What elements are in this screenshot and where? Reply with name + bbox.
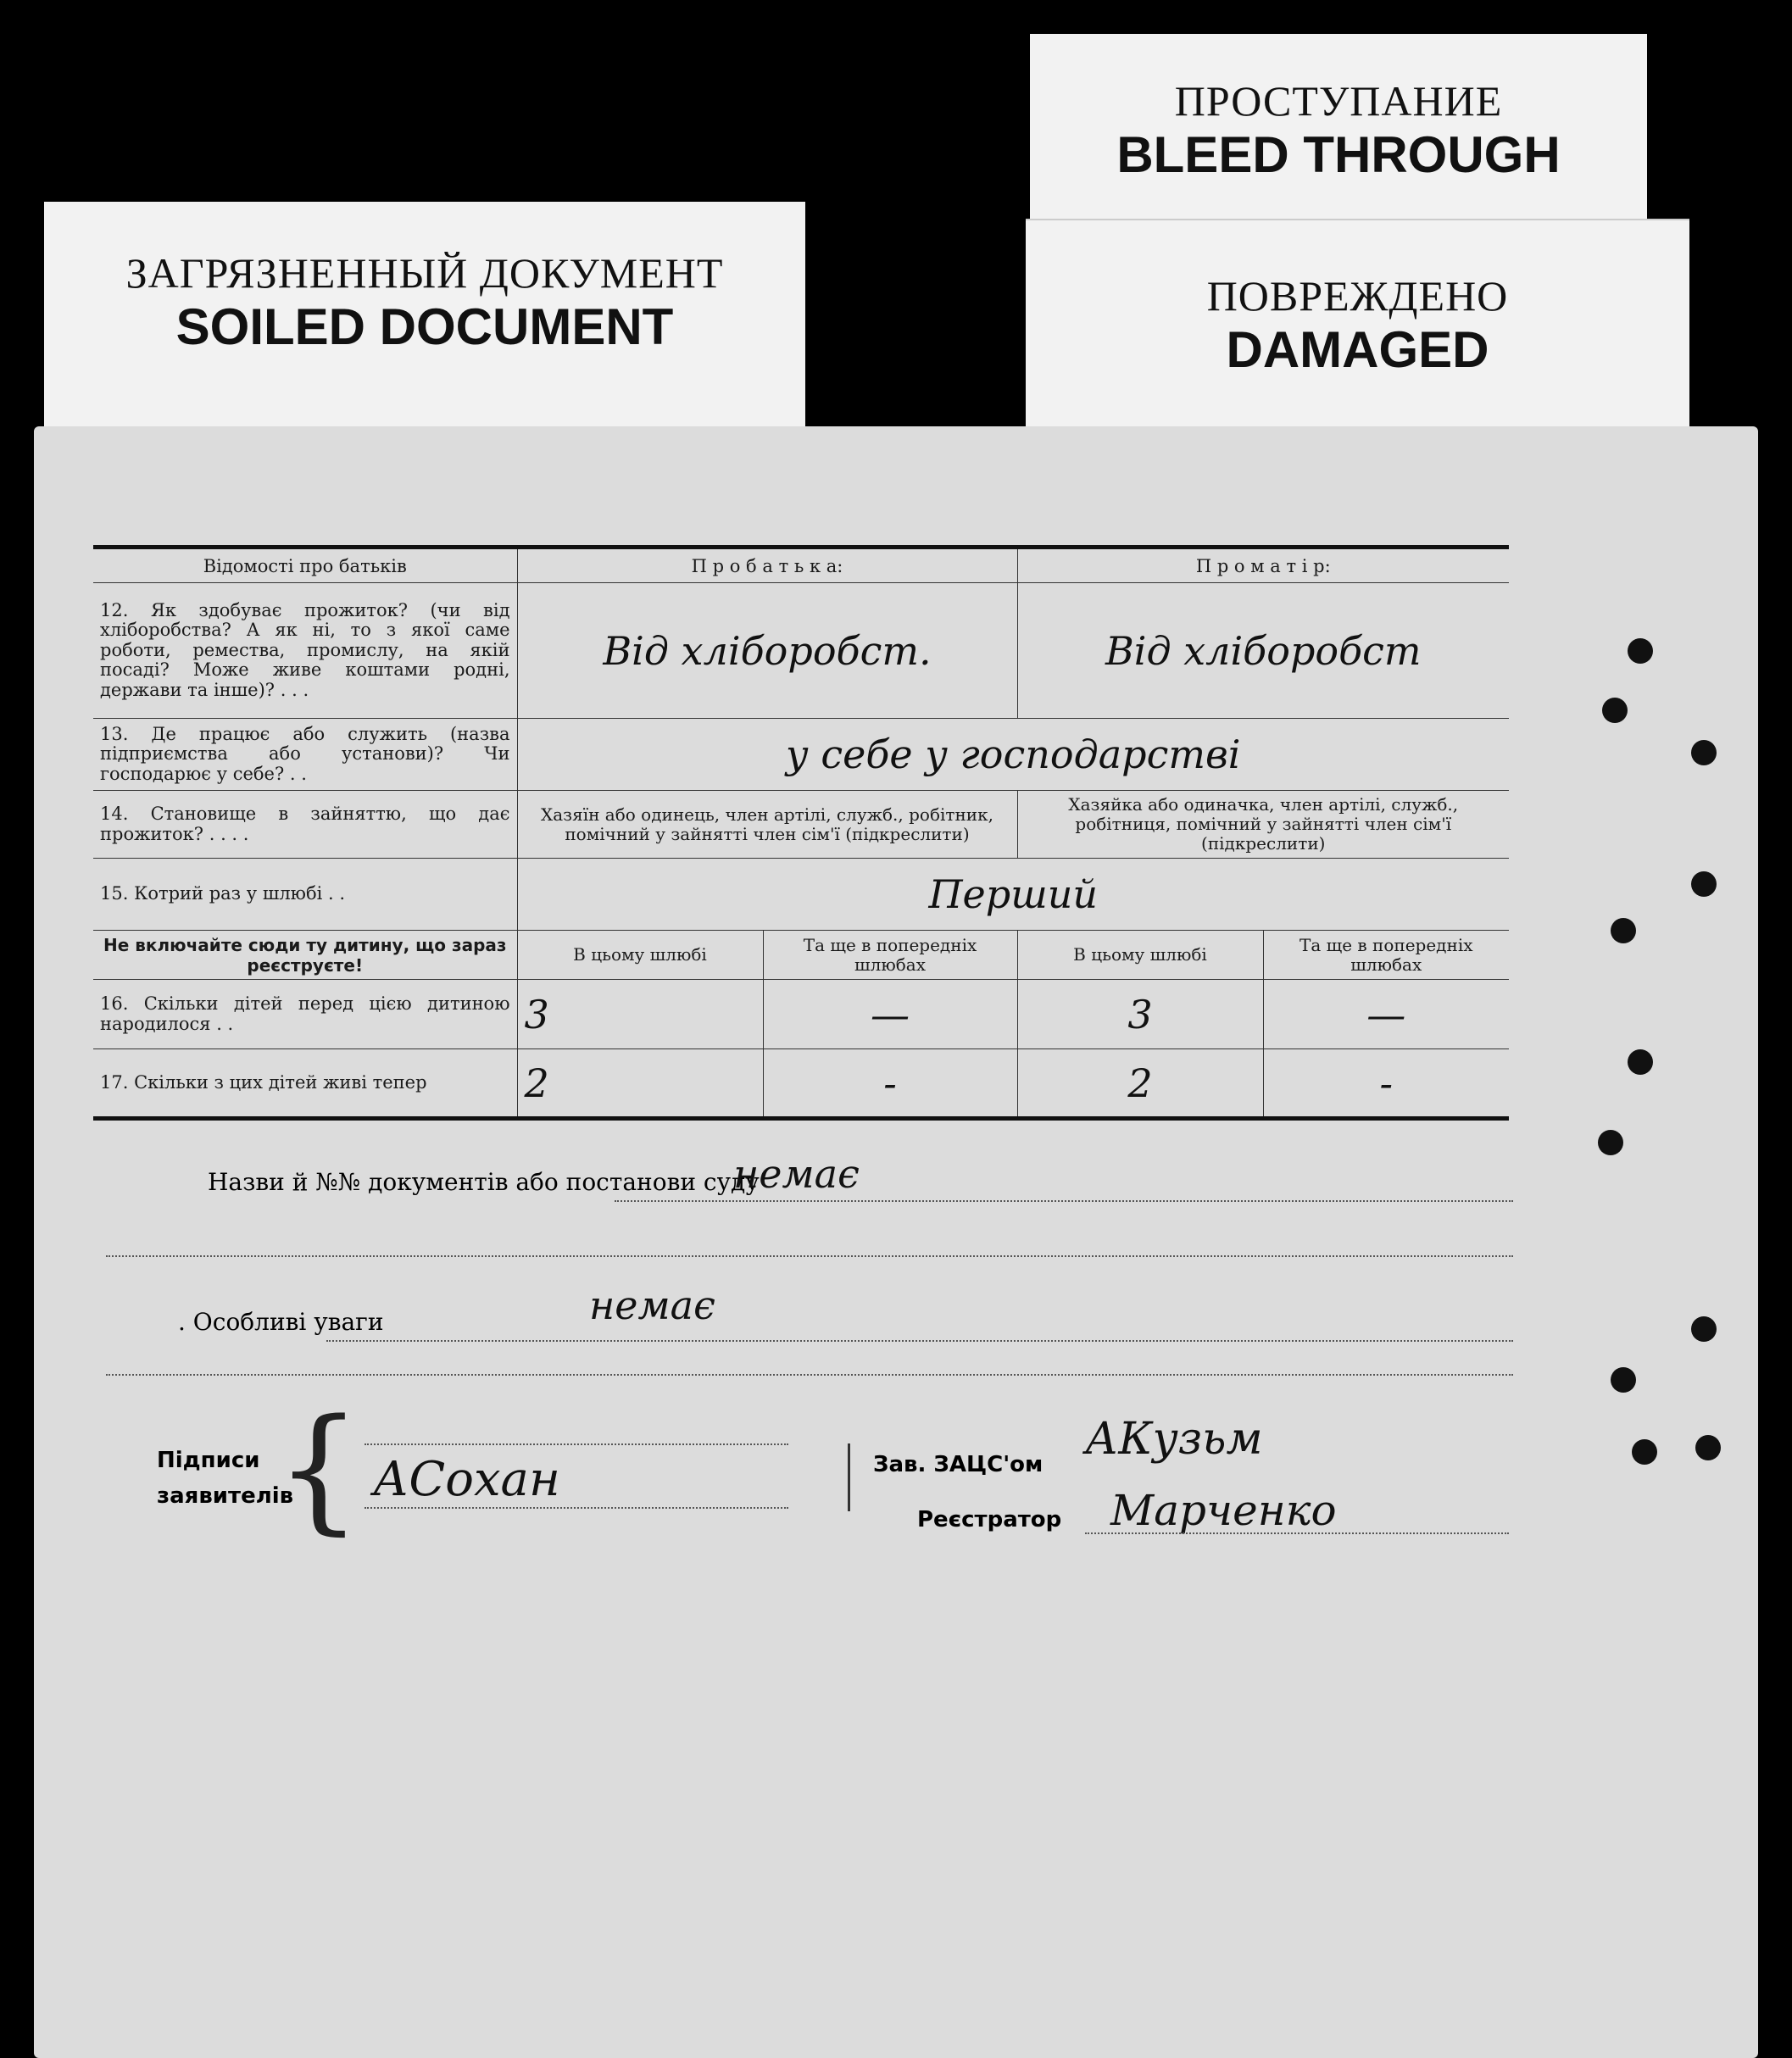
punch-hole — [1691, 1316, 1717, 1342]
table-row-q17 — [93, 1049, 1509, 1119]
punch-hole — [1628, 1049, 1653, 1075]
remarks-row — [106, 1282, 1513, 1342]
soiled-tag-ru: ЗАГРЯЗНЕННЫЙ ДОКУМЕНТ — [125, 249, 724, 297]
children-note: Не включайте сюди ту дитину, що зараз реєструєте! — [93, 931, 517, 980]
punch-hole — [1628, 638, 1653, 664]
q16-mother-prev: — — [1263, 980, 1509, 1049]
punch-hole — [1598, 1130, 1623, 1155]
remarks-continuation-line — [106, 1374, 1513, 1376]
damaged-tag-en: DAMAGED — [1226, 321, 1489, 378]
q16-text: 16. Скільки дітей перед цією дитиною народилося . . — [93, 980, 517, 1049]
documents-label: Назви й №№ документів або постанови суду — [208, 1168, 760, 1196]
q12-mother-answer: Від хліборобст — [1017, 583, 1509, 719]
remarks-label: . Особливі уваги — [178, 1308, 384, 1336]
applicant-line-2 — [365, 1507, 788, 1509]
q17-text: 17. Скільки з цих дітей живі тепер — [93, 1049, 517, 1119]
applicant-line-1 — [365, 1443, 788, 1445]
mother-prev-marriages-header: Та ще в попередніх шлюбах — [1263, 931, 1509, 980]
signature-divider — [848, 1443, 850, 1511]
q14-mother-options: Хазяйка або одиначка, член артілі, служб., робітниця, помічний у зайнятті член сім'ї (підкреслити) — [1017, 791, 1509, 859]
q13-text: 13. Де працює або служить (назва підприємства або установи)? Чи господарює у себе? . . — [93, 719, 517, 791]
q12-father-answer: Від хліборобст. — [517, 583, 1017, 719]
applicants-label: Підписи заявителів — [157, 1448, 294, 1509]
documents-value: немає — [733, 1151, 860, 1197]
parents-info-form — [93, 545, 1509, 1121]
punch-hole — [1611, 1367, 1636, 1393]
q13-answer: у себе у господарстві — [517, 719, 1509, 791]
table-row-q16 — [93, 980, 1509, 1049]
applicants-brace: { — [275, 1389, 362, 1548]
q14-father-options: Хазяїн або одинець, член артілі, служб., робітник, помічний у зайнятті член сім'ї (підкреслити) — [517, 791, 1017, 859]
children-header-row — [93, 931, 1509, 980]
q17-mother-this: 2 — [1017, 1049, 1263, 1119]
registrar-signature: Марченко — [1110, 1486, 1337, 1535]
header-father: П р о б а т ь к а: — [517, 548, 1017, 583]
q17-father-this: 2 — [517, 1049, 763, 1119]
registration-card — [34, 426, 1758, 2058]
table-row-q13 — [93, 719, 1509, 791]
soiled-tag-en: SOILED DOCUMENT — [175, 298, 674, 355]
father-this-marriage-header: В цьому шлюбі — [517, 931, 763, 980]
father-prev-marriages-header: Та ще в попередніх шлюбах — [763, 931, 1017, 980]
header-mother: П р о м а т і р: — [1017, 548, 1509, 583]
punch-hole — [1691, 871, 1717, 897]
bleed-tag-en: BLEED THROUGH — [1116, 126, 1561, 183]
registrar-label: Реєстратор — [917, 1507, 1062, 1532]
q16-mother-this: 3 — [1017, 980, 1263, 1049]
punch-hole — [1695, 1435, 1721, 1460]
damaged-tag-ru: ПОВРЕЖДЕНО — [1206, 272, 1509, 320]
q17-mother-prev: - — [1263, 1049, 1509, 1119]
q12-text: 12. Як здобуває прожиток? (чи від хліборобства? А як ні, то з якої саме роботи, ремества, промислу, на якій посаді? Може живе коштами родні, держави та інше)? . . . — [93, 583, 517, 719]
registrar-line — [1085, 1532, 1509, 1534]
documents-continuation-line — [106, 1255, 1513, 1257]
documents-dotted-line — [615, 1200, 1513, 1202]
table-row-q12 — [93, 583, 1509, 719]
damaged-tag — [1026, 219, 1689, 441]
punch-hole — [1602, 698, 1628, 723]
punch-hole — [1691, 740, 1717, 765]
q15-answer: Перший — [517, 859, 1509, 931]
documents-row — [106, 1151, 1513, 1202]
table-row-q15 — [93, 859, 1509, 931]
q14-text: 14. Становище в зайняттю, що дає прожиток? . . . . — [93, 791, 517, 859]
parents-table — [93, 545, 1509, 1121]
bleed-tag-ru: ПРОСТУПАНИЕ — [1174, 77, 1503, 125]
applicant-signature: АСохан — [373, 1452, 560, 1507]
soiled-document-tag — [44, 202, 805, 439]
head-signature: АКузьм — [1085, 1414, 1263, 1465]
remarks-value: немає — [589, 1282, 715, 1328]
head-label: Зав. ЗАЦС'ом — [873, 1452, 1043, 1477]
mother-this-marriage-header: В цьому шлюбі — [1017, 931, 1263, 980]
remarks-dotted-line — [326, 1340, 1513, 1342]
header-label: Відомості про батьків — [93, 548, 517, 583]
punch-hole — [1611, 918, 1636, 943]
q16-father-prev: — — [763, 980, 1017, 1049]
punch-hole — [1632, 1439, 1657, 1465]
q17-father-prev: - — [763, 1049, 1017, 1119]
table-row-q14 — [93, 791, 1509, 859]
q16-father-this: 3 — [517, 980, 763, 1049]
q15-text: 15. Котрий раз у шлюбі . . — [93, 859, 517, 931]
table-header-row — [93, 548, 1509, 583]
